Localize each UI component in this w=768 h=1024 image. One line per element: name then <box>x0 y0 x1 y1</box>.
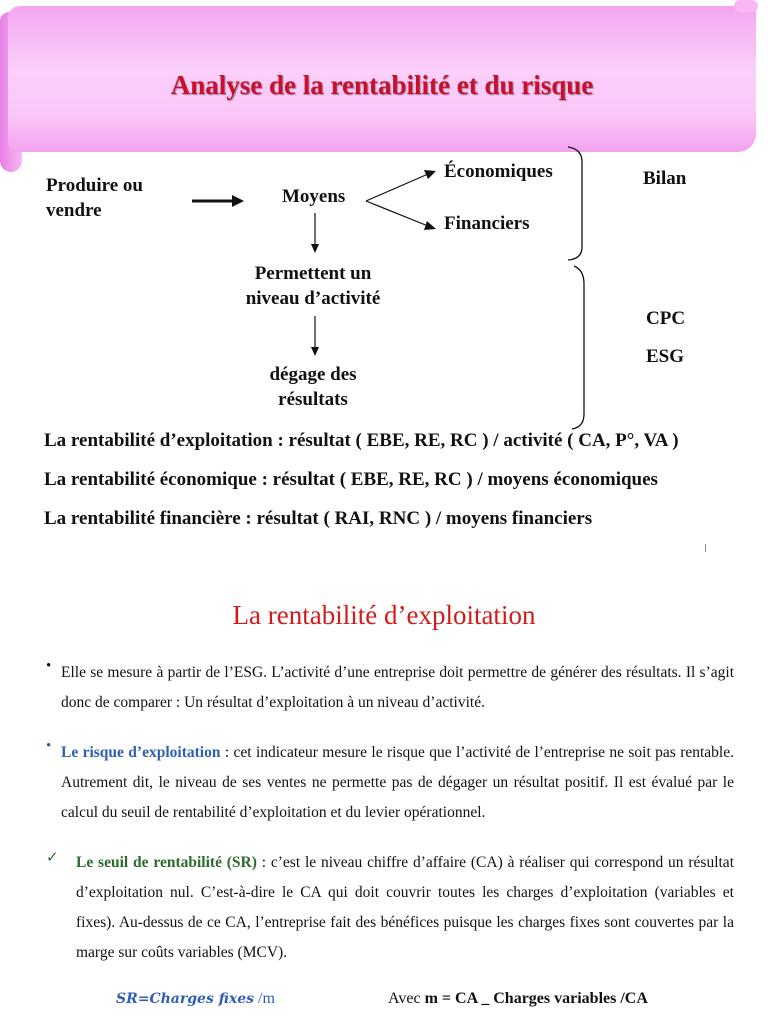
seuil-text: : c’est le niveau chiffre d’affaire (CA) à réaliser qui correspond un résultat d’exploitation nul. C’est-à-dire le CA qui doit couvrir toutes les charges d’exploitation (variables et fixes). Au-dessus de ce CA, l’entreprise fait des bénéfices puisque les charges fixes sont couvertes par la marge sur coûts variables (MCV). <box>76 854 734 961</box>
diagram-bilan: Bilan <box>643 168 687 189</box>
diagram-economiques: Économiques <box>444 161 553 182</box>
paragraph-seuil <box>76 848 734 968</box>
formula-sr <box>116 990 275 1008</box>
arrowhead-moyens-financiers <box>424 221 436 230</box>
arrow-moyens-financiers <box>366 201 428 226</box>
paragraph-esg: Elle se mesure à partir de l’ESG. L’activité d’une entreprise doit permettre de générer des résultats. Il s’agit donc de comparer : Un résultat d’exploitation à un niveau d’activité. <box>61 664 734 711</box>
diagram-produire-ou-vendre: Produire ou vendre <box>46 175 143 221</box>
bullet-dot-blue: • <box>46 738 52 754</box>
diagram-financiers: Financiers <box>444 213 530 234</box>
risque-label: Le risque d’exploitation <box>61 744 221 761</box>
brace-bilan <box>568 147 582 260</box>
seuil-label: Le seuil de rentabilité (SR) <box>76 854 257 871</box>
diagram-permettent: Permettent un niveau d’activité <box>245 263 381 309</box>
diagram-degage: dégage des résultats <box>269 364 357 410</box>
bullet-dot: • <box>46 658 52 674</box>
definition-rentabilite-economique: La rentabilité économique : résultat ( EBE, RE, RC ) / moyens économiques <box>44 469 658 490</box>
check-icon: ✓ <box>46 850 59 866</box>
formula-sr-m: /m <box>254 990 275 1007</box>
diagram-cpc: CPC <box>646 308 686 329</box>
formula-sr-expression: SR=Charges fixes <box>116 991 255 1007</box>
brace-cpc-esg <box>572 266 584 429</box>
formula-m-definition: m = CA _ Charges variables /CA <box>424 990 648 1007</box>
divider-tick <box>705 544 706 552</box>
arrow-moyens-economiques <box>366 174 428 201</box>
diagram-esg: ESG <box>646 346 685 367</box>
formula-m <box>388 990 648 1008</box>
diagram-moyens: Moyens <box>282 186 346 207</box>
paragraph-risque <box>61 738 734 828</box>
definition-rentabilite-exploitation: La rentabilité d’exploitation : résultat ( EBE, RE, RC ) / activité ( CA, P°, VA ) <box>44 430 679 451</box>
arrowhead-moyens-permettent <box>311 244 319 253</box>
formula-avec: Avec <box>388 990 425 1007</box>
page-title: Analyse de la rentabilité et du risque <box>170 70 594 100</box>
definition-rentabilite-financiere: La rentabilité financière : résultat ( RAI, RNC ) / moyens financiers <box>44 508 593 529</box>
arrowhead-permettent-degage <box>311 347 319 356</box>
risque-text: : cet indicateur mesure le risque que l’activité de l’entreprise ne soit pas rentable. Autrement dit, le niveau de ses ventes ne permette pas de dégager un résultat positif. Il est évalué par le calcul du seuil de rentabilité d’exploitation et du levier opérationnel. <box>61 744 734 821</box>
section-title: La rentabilité d’exploitation <box>232 600 536 630</box>
arrowhead-produire-moyens <box>232 195 244 207</box>
